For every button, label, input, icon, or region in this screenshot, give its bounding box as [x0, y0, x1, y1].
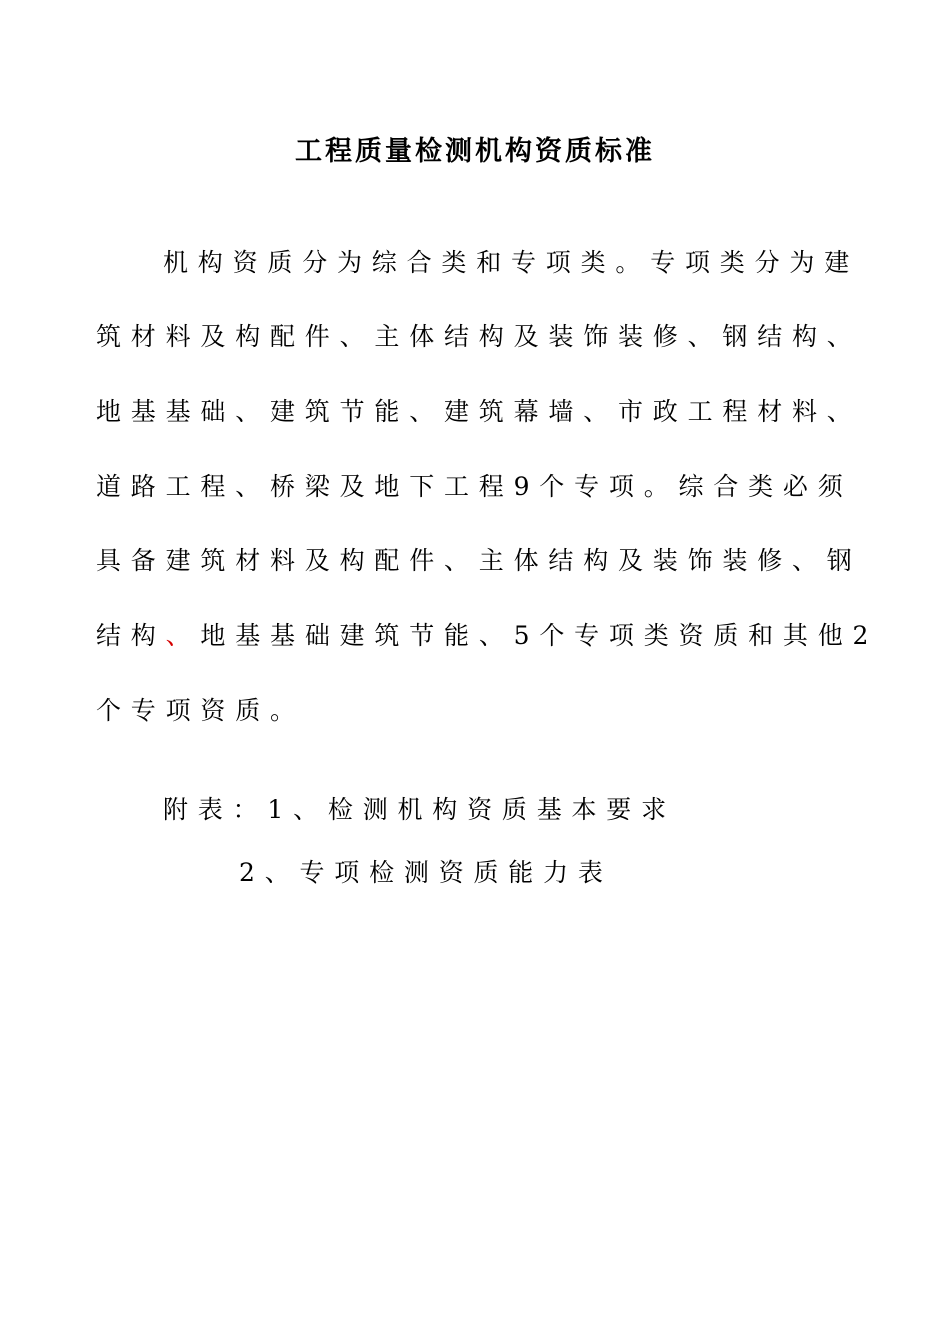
highlighted-comma: 、	[165, 621, 201, 650]
paragraph-line-5: 具备建筑材料及构配件、主体结构及装饰装修、钢	[96, 546, 862, 575]
paragraph-line-6-end: 地基基础建筑节能、5个专项类资质和其他2	[200, 621, 879, 650]
paragraph-line-6	[96, 618, 879, 654]
paragraph-line-2: 筑材料及构配件、主体结构及装饰装修、钢结构、	[96, 322, 862, 351]
paragraph-line-7: 个专项资质。	[96, 696, 305, 725]
paragraph-line-3: 地基基础、建筑节能、建筑幕墙、市政工程材料、	[96, 397, 862, 426]
attachment-item-2: 2、专项检测资质能力表	[239, 858, 613, 887]
attachment-item-1: 附表：1、检测机构资质基本要求	[163, 795, 676, 824]
document-title: 工程质量检测机构资质标准	[295, 136, 655, 167]
paragraph-line-6-start: 结构	[96, 621, 166, 650]
paragraph-line-4: 道路工程、桥梁及地下工程9个专项。综合类必须	[96, 472, 853, 501]
paragraph-line-1: 机构资质分为综合类和专项类。专项类分为建	[163, 248, 860, 277]
